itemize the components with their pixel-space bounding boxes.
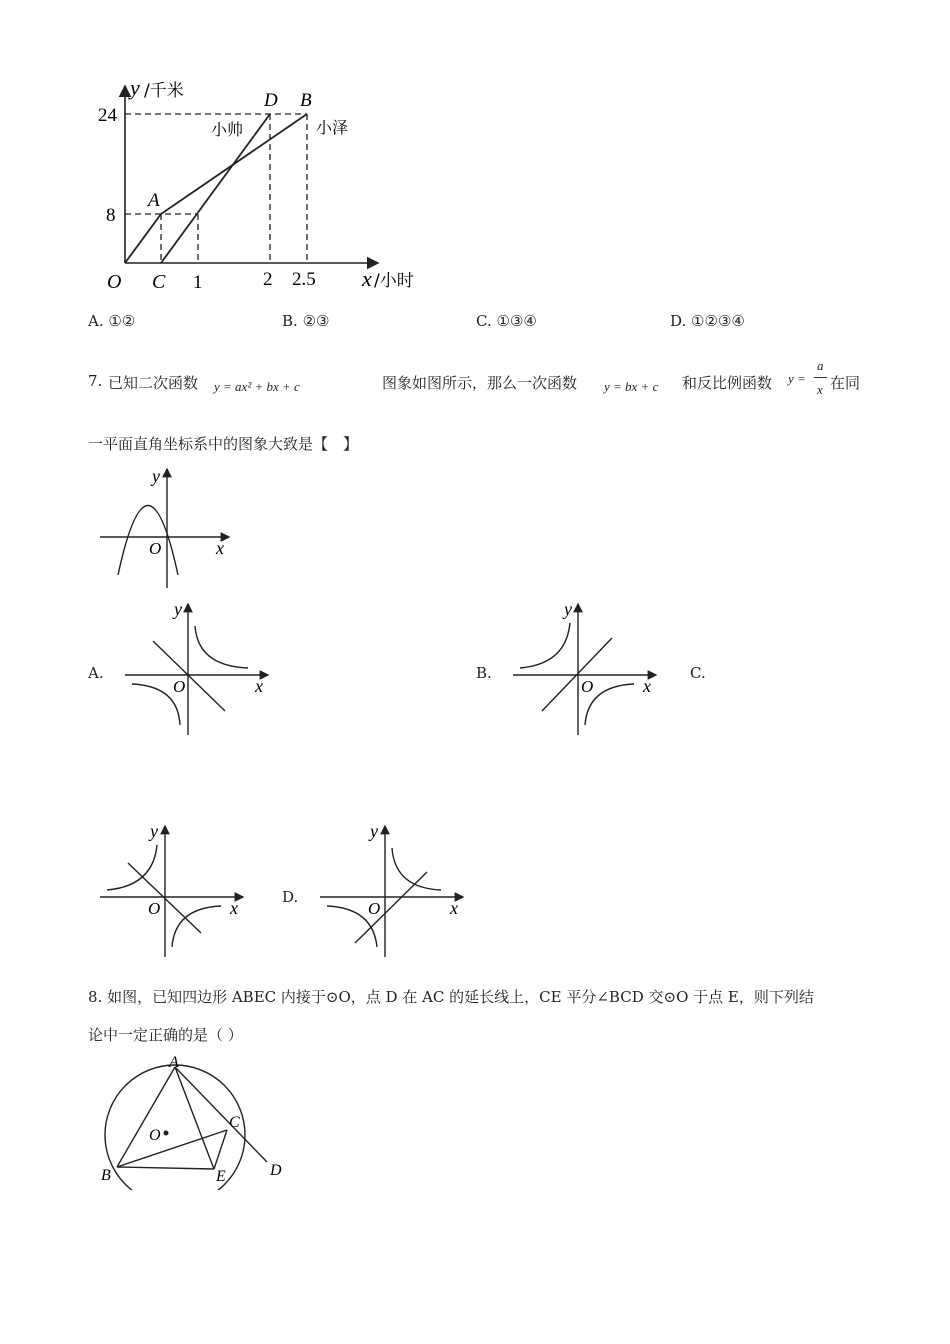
- q8-text-line2: 论中一定正确的是（ ）: [88, 1026, 243, 1044]
- q6-x-unit: /小时: [374, 271, 414, 291]
- q7-a-line: [153, 641, 225, 711]
- q7-c-y-label: y: [150, 821, 158, 841]
- q7-option-c-graph[interactable]: [95, 820, 255, 960]
- q7-par-y-label: y: [152, 466, 160, 486]
- q8-label-a: A: [169, 1055, 179, 1071]
- q8-label-o: O: [149, 1127, 161, 1144]
- q7-c-x-label: x: [230, 898, 238, 918]
- q7-option-b-graph[interactable]: [508, 598, 668, 738]
- q8-center-dot: [164, 1131, 169, 1136]
- q6-label-xiaoshuai: 小帅: [211, 120, 244, 139]
- q7-a-hyperbola-q1: [195, 626, 248, 668]
- q7-formula-inverse-den: x: [817, 382, 823, 397]
- q7-option-d-label[interactable]: D.: [282, 888, 299, 906]
- q7-parabola-graph: [95, 463, 240, 593]
- q6-x-label: x: [362, 266, 372, 291]
- q7-b-hyperbola-q2: [520, 623, 570, 668]
- q7-b-origin: O: [581, 677, 594, 696]
- q7-text-2: 图象如图所示，那么一次函数: [382, 374, 578, 392]
- q8-seg-ce: [214, 1130, 227, 1169]
- q7-d-hyperbola-q1: [392, 848, 441, 890]
- q6-option-a[interactable]: A. ①②: [88, 312, 136, 330]
- q8-label-d: D: [270, 1162, 282, 1179]
- q7-formula-inverse-num: a: [817, 358, 824, 373]
- q7-option-a-graph[interactable]: [120, 598, 280, 738]
- q7-d-y-label: y: [370, 821, 378, 841]
- q7-formula-quadratic: y = ax² + bx + c: [214, 379, 300, 394]
- q8-seg-ab: [117, 1067, 175, 1167]
- q7-d-line: [355, 872, 427, 943]
- q7-par-x-label: x: [216, 538, 224, 558]
- q6-point-d: D: [264, 90, 278, 111]
- q7-option-a-label[interactable]: A.: [88, 664, 104, 682]
- q7-formula-inverse-bar: [814, 377, 827, 378]
- q7-d-origin: O: [368, 899, 381, 918]
- q7-par-origin: O: [149, 539, 162, 558]
- q6-y-unit: /千米: [144, 81, 184, 101]
- q7-text-1: 已知二次函数: [108, 374, 199, 392]
- q7-option-b-label[interactable]: B.: [476, 664, 492, 682]
- q8-circle-figure: [95, 1055, 295, 1190]
- q8-label-e: E: [216, 1168, 226, 1185]
- q7-parabola-curve: [118, 506, 178, 576]
- q8-seg-ae: [175, 1067, 214, 1169]
- q6-tick-c: C: [152, 271, 166, 293]
- q8-seg-be: [117, 1167, 214, 1169]
- q6-tick-24: 24: [98, 105, 117, 126]
- q7-option-d-graph[interactable]: [315, 820, 475, 960]
- q7-formula-inverse-lhs: y =: [788, 371, 806, 386]
- q8-text-line1: 8. 如图，已知四边形 ABEC 内接于⊙O，点 D 在 AC 的延长线上，CE 平分∠BCD 交⊙O 于点 E，则下列结: [88, 988, 814, 1006]
- q7-c-origin: O: [148, 899, 161, 918]
- q7-number: 7.: [88, 372, 103, 390]
- q6-y-label: y: [130, 78, 140, 100]
- q7-a-y-label: y: [174, 599, 182, 619]
- q6-option-d[interactable]: D. ①②③④: [670, 312, 745, 330]
- q7-b-x-label: x: [643, 676, 651, 696]
- q8-label-c: C: [229, 1114, 240, 1131]
- q6-option-b[interactable]: B. ②③: [282, 312, 330, 330]
- q7-a-origin: O: [173, 677, 186, 696]
- q7-d-x-label: x: [450, 898, 458, 918]
- q7-text-line2: 一平面直角坐标系中的图象大致是【 】: [88, 435, 359, 453]
- q6-label-xiaoze: 小泽: [316, 118, 349, 137]
- q6-point-b: B: [300, 90, 312, 111]
- q6-tick-2: 2: [263, 269, 273, 290]
- q7-option-c-label[interactable]: C.: [690, 664, 706, 682]
- q8-label-b: B: [101, 1167, 111, 1184]
- q7-formula-linear: y = bx + c: [604, 379, 659, 394]
- q7-text-3: 和反比例函数: [682, 374, 773, 392]
- q6-point-a: A: [148, 190, 160, 211]
- q7-b-y-label: y: [564, 599, 572, 619]
- q6-tick-8: 8: [106, 205, 116, 226]
- q6-origin: O: [107, 271, 122, 293]
- q6-tick-25: 2.5: [292, 269, 316, 290]
- q6-tick-1: 1: [193, 272, 203, 293]
- q6-distance-time-graph: [90, 78, 450, 303]
- q7-text-4: 在同: [830, 374, 861, 392]
- q6-option-c[interactable]: C. ①③④: [476, 312, 537, 330]
- q7-a-x-label: x: [255, 676, 263, 696]
